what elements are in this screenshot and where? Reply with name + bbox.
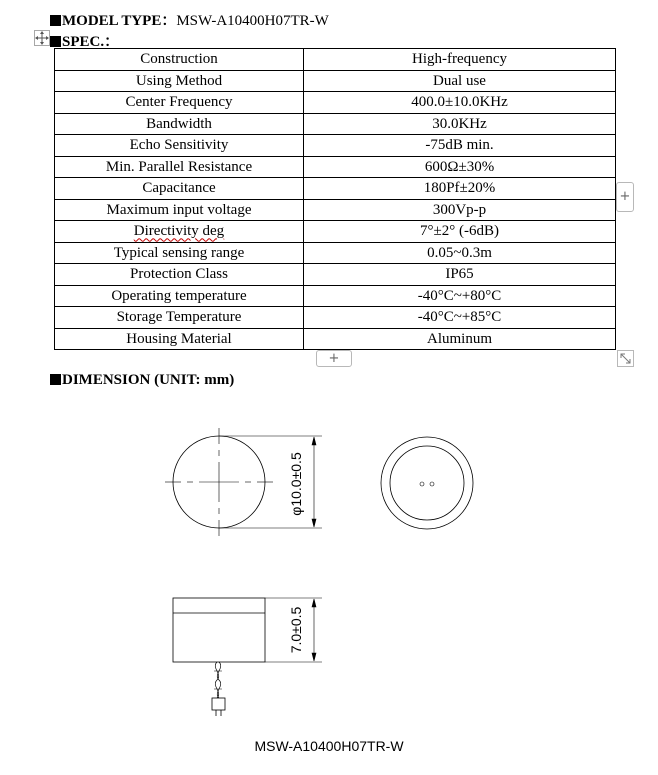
spec-value-cell[interactable]: 0.05~0.3m	[304, 242, 616, 264]
add-column-button[interactable]: +	[616, 182, 634, 212]
front-view	[381, 437, 473, 529]
spec-parameter: Center Frequency	[125, 94, 233, 111]
spec-value-cell[interactable]: 600Ω±30%	[304, 156, 616, 178]
spec-parameter: Echo Sensitivity	[129, 137, 229, 154]
spec-parameter: Operating temperature	[111, 287, 247, 304]
spec-value-cell[interactable]: Dual use	[304, 70, 616, 92]
spec-value-cell[interactable]: 180Pf±20%	[304, 178, 616, 200]
add-row-button[interactable]: +	[316, 350, 352, 367]
spec-label: SPEC.：	[62, 34, 120, 50]
top-view	[165, 428, 273, 536]
side-view	[173, 598, 265, 662]
connector	[212, 698, 225, 716]
spec-parameter: Housing Material	[126, 330, 232, 347]
spec-value-cell[interactable]: 300Vp-p	[304, 199, 616, 221]
spec-value-cell[interactable]: Aluminum	[304, 328, 616, 350]
model-type-value: MSW-A10400H07TR-W	[176, 13, 329, 29]
spec-parameter: Capacitance	[142, 180, 216, 197]
spec-parameter: Construction	[140, 51, 218, 68]
spec-parameter: Protection Class	[130, 266, 228, 283]
spec-parameter: Directivity deg	[133, 223, 225, 240]
height-label: 7.0±0.5	[288, 606, 304, 654]
spec-value-cell[interactable]: High-frequency	[304, 49, 616, 71]
spec-value-cell[interactable]: -75dB min.	[304, 135, 616, 157]
dimension-label: DIMENSION (UNIT: mm)	[62, 372, 235, 388]
spec-value-cell[interactable]: 7°±2° (-6dB)	[304, 221, 616, 243]
spec-value-cell[interactable]: IP65	[304, 264, 616, 286]
spec-value-cell[interactable]: -40°C~+85°C	[304, 307, 616, 329]
model-caption: MSW-A10400H07TR-W	[254, 738, 404, 754]
model-type-label: MODEL TYPE：	[62, 13, 177, 29]
lead-wires	[214, 662, 222, 698]
spec-value-cell[interactable]: -40°C~+80°C	[304, 285, 616, 307]
spec-parameter: Typical sensing range	[113, 244, 245, 261]
spec-parameter: Storage Temperature	[116, 309, 242, 326]
spec-value-cell[interactable]: 30.0KHz	[304, 113, 616, 135]
spec-parameter: Bandwidth	[146, 115, 212, 132]
spec-parameter: Using Method	[135, 72, 223, 89]
spec-value-cell[interactable]: 400.0±10.0KHz	[304, 92, 616, 114]
spec-parameter: Maximum input voltage	[106, 201, 252, 218]
spec-parameter: Min. Parallel Resistance	[105, 158, 253, 175]
diameter-label: φ10.0±0.5	[288, 452, 304, 516]
